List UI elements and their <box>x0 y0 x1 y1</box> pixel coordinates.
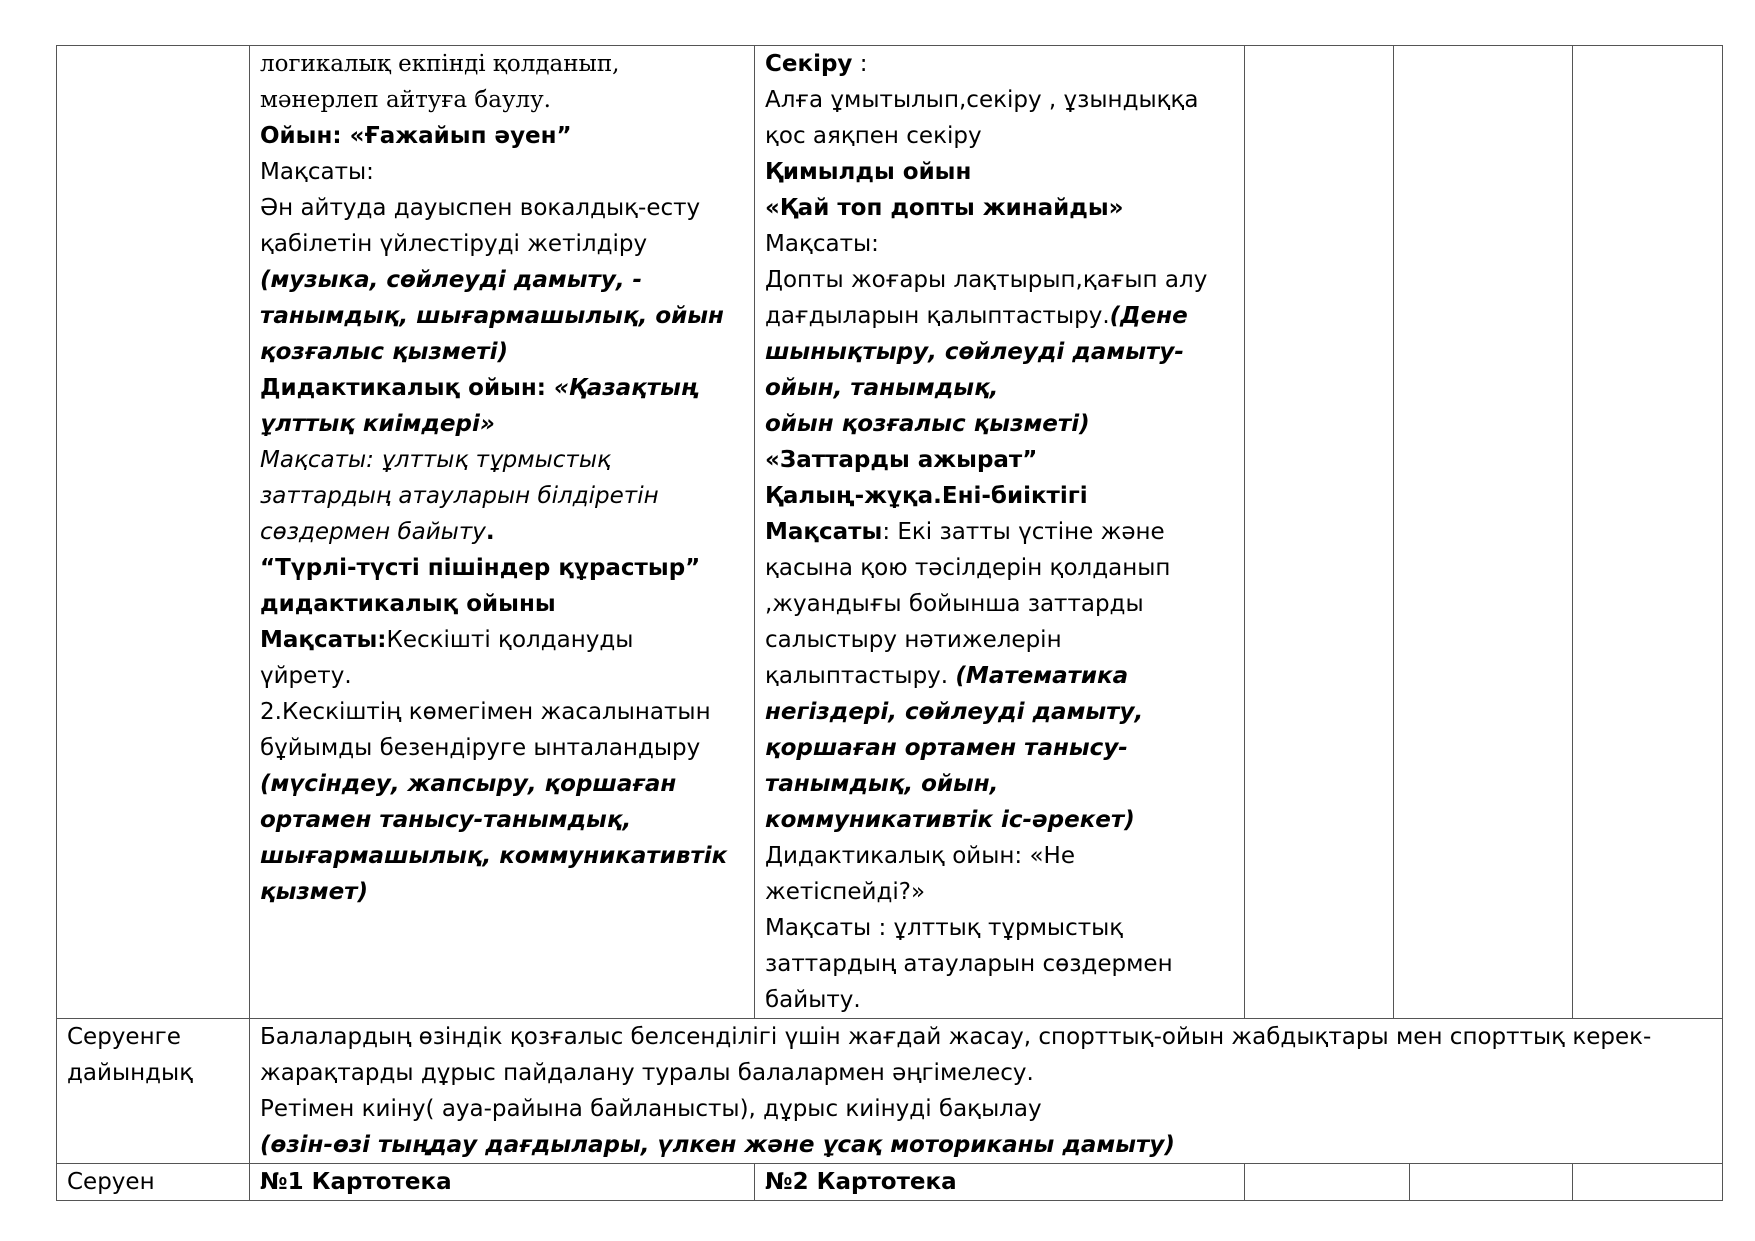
text-line: салыстыру нәтижелерін <box>765 627 1062 653</box>
areas-line: шынықтыру, сөйлеуді дамыту- <box>765 339 1184 365</box>
text-line: Ретімен киіну( ауа-райына байланысты), дұрыс киінуді бақылау <box>260 1096 1042 1122</box>
areas-line: ортамен танысу-танымдық, <box>260 807 632 833</box>
goal-label: Мақсаты: <box>765 231 879 257</box>
goal-line <box>765 514 1234 550</box>
game-title: “Түрлі-түсті пішіндер құрастыр” <box>260 555 701 581</box>
game-title: «Заттарды ажырат” <box>765 447 1038 473</box>
areas-line: шығармашылық, коммуникативтік <box>260 843 728 869</box>
text-line: мәнерлеп айтуға баулу. <box>260 87 551 113</box>
areas-line: ойын қозғалыс қызметі) <box>765 411 1090 437</box>
areas-text: (Дене <box>1109 303 1188 329</box>
game-title: дидактикалық ойыны <box>260 591 556 617</box>
goal-label: Мақсаты: <box>260 627 387 653</box>
text-line: Ән айтуда дауыспен вокалдық-есту <box>260 195 701 221</box>
goal-line: 2.Кескіштің көмегімен жасалынатын <box>260 699 711 725</box>
empty-cell <box>1573 1164 1723 1201</box>
game-name: «Қазақтың <box>553 375 697 401</box>
walk-row <box>57 1164 1723 1201</box>
walk-prep-cell <box>250 1019 1723 1164</box>
goal-text: дағдыларын қалыптастыру. <box>765 303 1110 329</box>
row-label: Серуен <box>57 1164 250 1201</box>
activity-cell-2 <box>250 46 755 1019</box>
text-line: Допты жоғары лақтырып,қағып алу <box>765 267 1208 293</box>
activities-row <box>57 46 1723 1019</box>
goal-dot: . <box>485 519 495 545</box>
text-line: ,жуандығы бойынша заттарды <box>765 591 1144 617</box>
text-line <box>765 658 1234 694</box>
row-label-line: Серуенге <box>67 1024 181 1050</box>
goal-label: Мақсаты <box>765 519 883 545</box>
text-line: Алға ұмытылып,секіру , ұзындыққа <box>765 87 1199 113</box>
text-line: заттардың атауларын сөздермен <box>765 951 1173 977</box>
empty-cell <box>1394 46 1573 1019</box>
goal-line: бұйымды безендіруге ынталандыру <box>260 735 701 761</box>
areas-line: (музыка, сөйлеуді дамыту, - <box>260 267 643 293</box>
text-line: қасына қою тәсілдерін қолданып <box>765 555 1171 581</box>
areas-line: танымдық, ойын, <box>765 771 999 797</box>
areas-line: ойын, танымдық, <box>765 375 999 401</box>
areas-line: қозғалыс қызметі) <box>260 339 508 365</box>
areas-line: танымдық, шығармашылық, ойын <box>260 303 724 329</box>
goal-line: Мақсаты: ұлттық тұрмыстық <box>260 447 611 473</box>
game-name: ұлттық киімдері» <box>260 411 495 437</box>
empty-cell <box>1245 46 1394 1019</box>
game-title <box>260 370 744 406</box>
goal-line <box>260 514 744 550</box>
game-title: Ойын: «Ғажайып әуен” <box>260 123 572 149</box>
jump-title <box>765 46 1234 82</box>
areas-line: негіздері, сөйлеуді дамыту, <box>765 699 1144 725</box>
text-line <box>765 298 1234 334</box>
game-title: «Қай топ допты жинайды» <box>765 195 1124 221</box>
card-file-1: №1 Картотека <box>250 1164 755 1201</box>
text-line: байыту. <box>765 987 861 1013</box>
row-label-line: дайындық <box>67 1060 194 1086</box>
game-subtitle: Қалың-жұқа.Ені-биіктігі <box>765 483 1088 509</box>
goal-line <box>260 622 744 658</box>
card-file-2: №2 Картотека <box>755 1164 1245 1201</box>
areas-line: қоршаған ортамен танысу- <box>765 735 1128 761</box>
areas-line: (өзін-өзі тыңдау дағдылары, үлкен және ұсақ моториканы дамыту) <box>260 1132 1175 1158</box>
game-prefix: Дидактикалық ойын: <box>260 375 554 401</box>
areas-line: қызмет) <box>260 879 369 905</box>
areas-text: (Математика <box>955 663 1129 689</box>
goal-line: заттардың атауларын білдіретін <box>260 483 659 509</box>
text-line: жарақтарды дұрыс пайдалану туралы балалармен әңгімелесу. <box>260 1060 1034 1086</box>
jump-label: Секіру <box>765 51 853 77</box>
text-line: Дидактикалық ойын: «Не <box>765 843 1075 869</box>
goal-text: қалыптастыру. <box>765 663 956 689</box>
game-title: Қимылды ойын <box>765 159 972 185</box>
text-line: жетіспейді?» <box>765 879 926 905</box>
text-line: қос аяқпен секіру <box>765 123 982 149</box>
jump-colon: : <box>852 51 868 77</box>
goal-text: Кескішті қолдануды <box>386 627 634 653</box>
goal-text: сөздермен байыту <box>260 519 486 545</box>
activity-cell-3 <box>755 46 1245 1019</box>
empty-cell <box>1573 46 1723 1019</box>
schedule-table <box>56 45 1723 1201</box>
empty-cell <box>1410 1164 1573 1201</box>
text-line: қабілетін үйлестіруді жетілдіру <box>260 231 648 257</box>
areas-line: коммуникативтік іс-әрекет) <box>765 807 1135 833</box>
text-line: Мақсаты : ұлттық тұрмыстық <box>765 915 1124 941</box>
row-label-empty <box>57 46 250 1019</box>
text-line: логикалық екпінді қолданып, <box>260 51 620 77</box>
row-label <box>57 1019 250 1164</box>
goal-line: үйрету. <box>260 663 352 689</box>
text-line: Балалардың өзіндік қозғалыс белсенділігі үшін жағдай жасау, спорттық-ойын жабдықтары мен спорттық керек- <box>260 1024 1652 1050</box>
goal-text: : Екі затты үстіне және <box>882 519 1165 545</box>
areas-line: (мүсіндеу, жапсыру, қоршаған <box>260 771 677 797</box>
goal-label: Мақсаты: <box>260 159 374 185</box>
walk-prep-row <box>57 1019 1723 1164</box>
empty-cell <box>1245 1164 1410 1201</box>
